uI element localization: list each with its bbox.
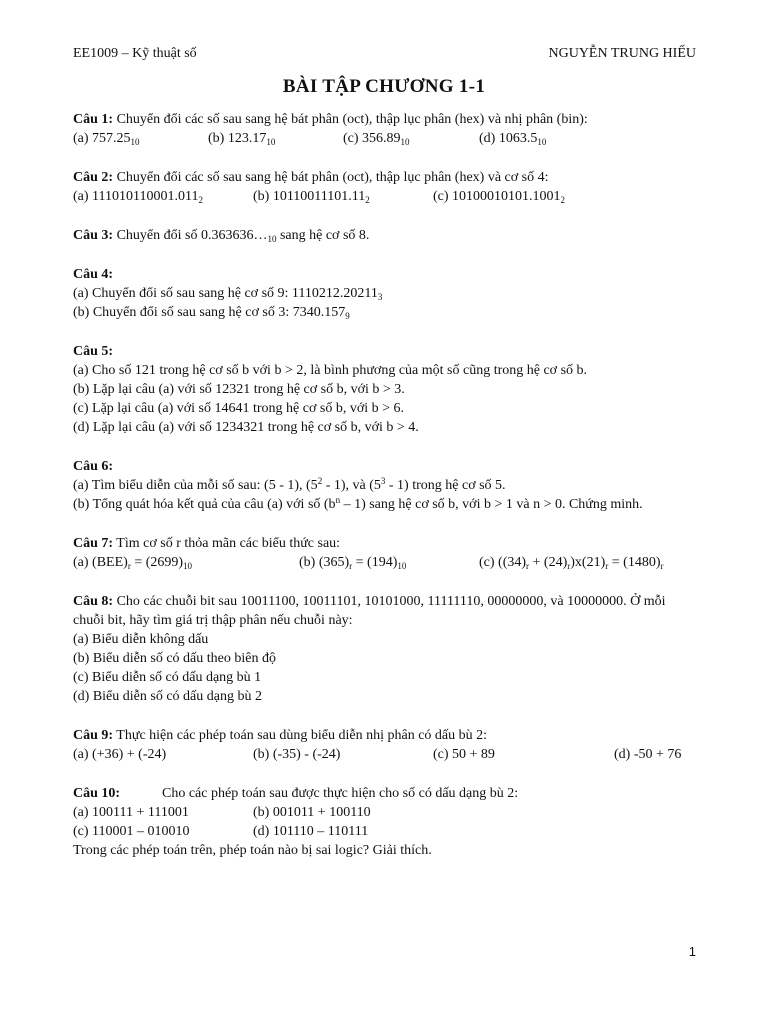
base-subscript: 2 xyxy=(560,195,566,205)
option-c: (c) Biểu diễn số có dấu dạng bù 1 xyxy=(73,670,262,685)
option-text: = (1480) xyxy=(608,555,661,570)
question-text: Tìm cơ số r thỏa mãn các biểu thức sau: xyxy=(113,536,341,551)
option-a xyxy=(73,476,698,495)
question-text: Cho các phép toán sau được thực hiện cho số có dấu dạng bù 2: xyxy=(162,786,519,801)
option-a: (a) Cho số 121 trong hệ cơ số b với b > 2, là bình phương của một số cũng trong hệ cơ số b. xyxy=(73,363,588,378)
base-subscript: 3 xyxy=(377,292,383,302)
option-b: (b) Lặp lại câu (a) với số 12321 trong hệ cơ số b, với b > 3. xyxy=(73,382,405,397)
base-subscript: 10 xyxy=(397,561,407,571)
option-c: (c) Lặp lại câu (a) với số 14641 trong hệ cơ số b, với b > 6. xyxy=(73,401,405,416)
option-c xyxy=(479,553,664,572)
question-4 xyxy=(73,265,698,322)
option-c: (c) 356.89 xyxy=(343,131,401,146)
question-6 xyxy=(73,457,698,514)
option-a xyxy=(73,553,299,572)
option-b: (b) Biểu diễn số có dấu theo biên độ xyxy=(73,651,276,666)
option-text: (a) Tìm biểu diễn của mỗi số sau: (5 - 1), (5 xyxy=(73,478,318,493)
question-label: Câu 5: xyxy=(73,344,114,359)
base-subscript: r xyxy=(526,561,530,571)
base-subscript: 10 xyxy=(537,137,547,147)
question-10 xyxy=(73,784,698,860)
question-text: Chuyển đổi các số sau sang hệ bát phân (oct), thập lục phân (hex) và cơ số 4: xyxy=(113,170,549,185)
question-text: Cho các chuỗi bit sau 10011100, 10011101, 10101000, 11111110, 00000000, và 10000000. Ở mỗi chuỗi bit, hãy tìm giá trị thập phân nếu chuỗi này: xyxy=(73,594,666,628)
option-b xyxy=(73,495,698,514)
exponent: n xyxy=(335,495,341,505)
option-b xyxy=(299,553,479,572)
base-subscript: 2 xyxy=(198,195,203,205)
question-2 xyxy=(73,168,698,206)
exercise-list xyxy=(73,110,698,880)
question-label: Câu 9: xyxy=(73,728,114,743)
option-b: (b) (-35) - (-24) xyxy=(253,747,341,762)
option-b: (b) 001011 + 100110 xyxy=(253,805,371,820)
question-label: Câu 3: xyxy=(73,228,114,243)
option-text: (c) ((34) xyxy=(479,555,527,570)
question-text: Thực hiện các phép toán sau dùng biểu diễn nhị phân có dấu bù 2: xyxy=(113,728,488,743)
option-a: (a) Chuyển đổi số sau sang hệ cơ số 9: 1110212.20211 xyxy=(73,286,378,301)
option-d: (d) -50 + 76 xyxy=(614,747,682,762)
option-a: (a) (+36) + (-24) xyxy=(73,747,167,762)
option-text: (b) (365) xyxy=(299,555,350,570)
option-a: (a) Biểu diễn không dấu xyxy=(73,632,209,647)
question-5 xyxy=(73,342,698,437)
option-text: (b) Tổng quát hóa kết quả của câu (a) với số (b xyxy=(73,497,336,512)
question-label: Câu 7: xyxy=(73,536,114,551)
question-label: Câu 6: xyxy=(73,459,114,474)
option-c: (c) 50 + 89 xyxy=(433,747,495,762)
base-subscript: r xyxy=(660,561,664,571)
question-label: Câu 10: xyxy=(73,786,121,801)
question-footer: Trong các phép toán trên, phép toán nào bị sai logic? Giải thích. xyxy=(73,843,432,858)
option-text: = (194) xyxy=(352,555,398,570)
question-label: Câu 1: xyxy=(73,112,114,127)
option-a: (a) 111010110001.011 xyxy=(73,189,199,204)
base-subscript: r xyxy=(605,561,609,571)
page-title: BÀI TẬP CHƯƠNG 1-1 xyxy=(282,76,486,97)
option-b: (b) 123.17 xyxy=(208,131,267,146)
option-text: (a) (BEE) xyxy=(73,555,128,570)
base-subscript: 2 xyxy=(365,195,370,205)
base-subscript: r xyxy=(127,561,131,571)
base-subscript: 9 xyxy=(345,311,350,321)
option-c: (c) 10100010101.1001 xyxy=(433,189,561,204)
option-text: - 1), và (5 xyxy=(322,478,381,493)
option-b: (b) 10110011101.11 xyxy=(253,189,366,204)
question-text: Chuyển đổi các số sau sang hệ bát phân (oct), thập lục phân (hex) và nhị phân (bin): xyxy=(113,112,588,127)
question-label: Câu 4: xyxy=(73,267,114,282)
base-subscript: r xyxy=(567,561,571,571)
option-d: (d) 1063.5 xyxy=(479,131,538,146)
option-text: )x(21) xyxy=(570,555,606,570)
option-text: - 1) trong hệ cơ số 5. xyxy=(385,478,506,493)
exponent: 2 xyxy=(317,476,323,486)
base-subscript: 10 xyxy=(130,137,140,147)
option-d: (d) Biểu diễn số có dấu dạng bù 2 xyxy=(73,689,262,704)
option-a: (a) 100111 + 111001 xyxy=(73,805,189,820)
option-d: (d) Lặp lại câu (a) với số 1234321 trong hệ cơ số b, với b > 4. xyxy=(73,420,419,435)
question-3 xyxy=(73,226,698,245)
base-subscript: r xyxy=(349,561,353,571)
question-7 xyxy=(73,534,698,572)
option-d: (d) 101110 – 110111 xyxy=(253,824,369,839)
option-text: + (24) xyxy=(529,555,568,570)
question-label: Câu 2: xyxy=(73,170,114,185)
option-c: (c) 110001 – 010010 xyxy=(73,824,190,839)
option-a: (a) 757.25 xyxy=(73,131,131,146)
option-text: = (2699) xyxy=(130,555,184,570)
question-9 xyxy=(73,726,698,764)
question-text: Chuyển đổi số 0.363636… xyxy=(113,228,268,243)
base-subscript: 10 xyxy=(183,561,193,571)
question-label: Câu 8: xyxy=(73,594,114,609)
course-header: EE1009 – Kỹ thuật số xyxy=(73,46,197,61)
option-text: – 1) sang hệ cơ số b, với b > 1 và n > 0. Chứng minh. xyxy=(340,497,643,512)
question-8 xyxy=(73,592,698,706)
question-1 xyxy=(73,110,698,148)
option-b: (b) Chuyển đổi số sau sang hệ cơ số 3: 7340.157 xyxy=(73,305,346,320)
page-number: 1 xyxy=(688,944,696,959)
base-subscript: 10 xyxy=(400,137,410,147)
author-header: NGUYỄN TRUNG HIẾU xyxy=(548,46,696,61)
base-subscript: 10 xyxy=(267,234,277,244)
base-subscript: 10 xyxy=(266,137,276,147)
question-text-end: sang hệ cơ số 8. xyxy=(276,228,370,243)
exponent: 3 xyxy=(380,476,386,486)
